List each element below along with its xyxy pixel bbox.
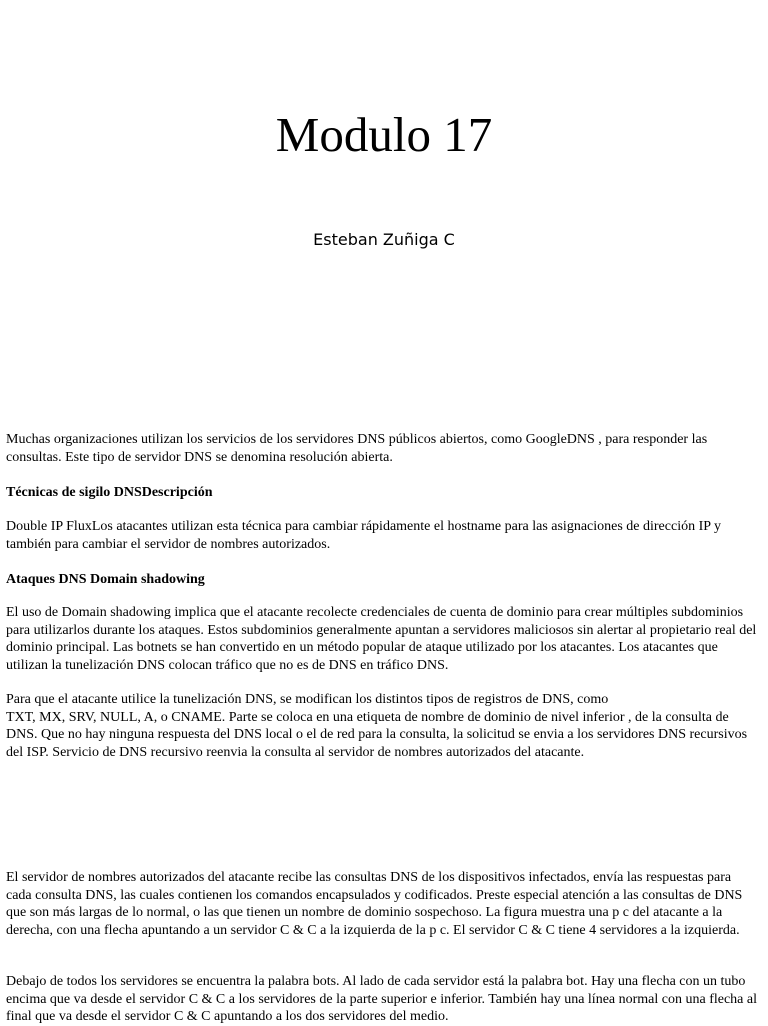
paragraph-dns-tunneling <box>6 691 760 761</box>
paragraph-domain-shadowing: El uso de Domain shadowing implica que el atacante recolecte credenciales de cuenta de dominio para crear múltiples subdominios para utilizarlos durante los ataques. Estos subdominios generalmente apuntan a servidores maliciosos sin alertar al propietario real del dominio principal. Las botnets se han convertido en un método popular de ataque utilizado por los atacantes. Los atacantes que utilizan la tunelización DNS colocan tráfico que no es de DNS en tráfico DNS. <box>6 605 757 673</box>
author-name: Esteban Zuñiga C <box>313 230 455 249</box>
document-title: Modulo 17 <box>275 107 493 162</box>
paragraph-intro: Muchas organizaciones utilizan los servicios de los servidores DNS públicos abiertos, como GoogleDNS , para responder las consultas. Este tipo de servidor DNS se denomina resolución abierta. <box>6 432 708 465</box>
paragraph-authoritative-server: El servidor de nombres autorizados del atacante recibe las consultas DNS de los dispositivos infectados, envía las respuestas para cada consulta DNS, las cuales contienen los comandos encapsulados y codificados. Preste especial atención a las consultas de DNS que son más largas de lo normal, o las que tienen un nombre de dominio sospechoso. La figura muestra una p c del atacante a la derecha, con una flecha apuntando a un servidor C & C a la izquierda de la p c. El servidor C & C tiene 4 servidores a la izquierda. <box>6 870 743 938</box>
heading-domain-shadowing: Ataques DNS Domain shadowing <box>6 572 205 587</box>
paragraph-dns-tunneling-line1: Para que el atacante utilice la tunelización DNS, se modifican los distintos tipos de registros de DNS, como <box>6 692 609 707</box>
paragraph-dns-tunneling-rest: TXT, MX, SRV, NULL, A, o CNAME. Parte se coloca en una etiqueta de nombre de dominio de nivel inferior , de la consulta de DNS. Que no hay ninguna respuesta del DNS local o el de red para la consulta, la solicitud se envia a los servidores DNS recursivos del ISP. Servicio de DNS recursivo reenvia la consulta al servidor de nombres autorizados del atacante. <box>6 709 748 760</box>
paragraph-double-ip-flux: Double IP FluxLos atacantes utilizan esta técnica para cambiar rápidamente el hostname para las asignaciones de dirección IP y también para cambiar el servidor de nombres autorizados. <box>6 519 722 552</box>
paragraph-bots: Debajo de todos los servidores se encuentra la palabra bots. Al lado de cada servidor está la palabra bot. Hay una flecha con un tubo encima que va desde el servidor C & C a los servidores de la parte superior e inferior. También hay una línea normal con una flecha al final que va desde el servidor C & C apuntando a los dos servidores del medio. <box>6 974 757 1025</box>
heading-stealth-techniques: Técnicas de sigilo DNSDescripción <box>6 485 213 500</box>
